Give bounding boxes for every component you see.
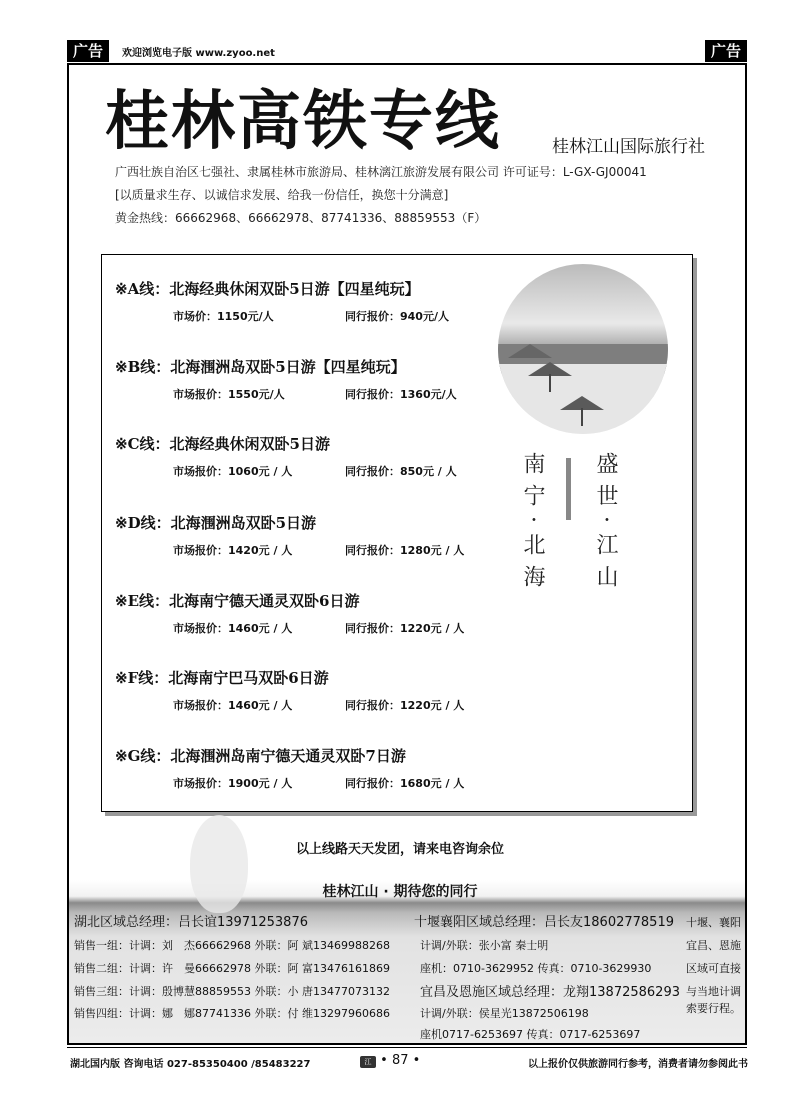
ad-tag-left: 广告 xyxy=(67,40,109,62)
market-price: 市场报价：1060元 / 人 xyxy=(173,465,293,478)
yichang-phone: 座机0717-6253697 传真：0717-6253697 xyxy=(420,1028,641,1041)
peer-price: 同行报价：1220元 / 人 xyxy=(345,699,465,712)
shiyan-manager: 十堰襄阳区域总经理：吕长友18602778519 xyxy=(414,915,674,930)
umbrella-pole xyxy=(549,374,551,392)
route-prices xyxy=(173,697,465,713)
route-title: ※C线：北海经典休闲双卧5日游 xyxy=(115,435,330,453)
page-title: 桂林高铁专线 xyxy=(105,85,501,159)
umbrella-pole xyxy=(581,408,583,426)
yichang-staff: 计调/外联：侯星光13872506198 xyxy=(420,1007,589,1020)
route-prices xyxy=(173,386,457,402)
ad-tag-right: 广告 xyxy=(705,40,747,62)
route-title: ※B线：北海涠洲岛双卧5日游【四星纯玩】 xyxy=(115,358,406,376)
motto: [以质量求生存、以诚信求发展、给我一份信任，换您十分满意] xyxy=(115,188,449,202)
org-line: 广西壮族自治区七强社、隶属桂林市旅游局、桂林漓江旅游发展有限公司 许可证号：L-GX-GJ00041 xyxy=(115,165,647,179)
shiyan-phone: 座机：0710-3629952 传真：0710-3629930 xyxy=(420,962,652,975)
footer-disclaimer: 以上报价仅供旅游同行参考，消费者请勿参阅此书 xyxy=(528,1059,748,1070)
page-number-text: • 87 • xyxy=(380,1053,421,1068)
yichang-manager: 宜昌及恩施区域总经理：龙翔13872586293 xyxy=(420,985,680,1000)
route-title: ※F线：北海南宁巴马双卧6日游 xyxy=(115,669,329,687)
route-prices xyxy=(173,775,465,791)
market-price: 市场报价：1460元 / 人 xyxy=(173,699,293,712)
route-prices xyxy=(173,542,465,558)
peer-price: 同行报价：1680元 / 人 xyxy=(345,777,465,790)
welcome-text: 欢迎浏览电子版 www.zyoo.net xyxy=(122,48,275,59)
sales-group-3: 销售三组：计调：殷博慧88859553 外联：小 唐13477073132 xyxy=(74,985,390,998)
route-f xyxy=(115,667,465,712)
route-g xyxy=(115,745,465,790)
route-prices xyxy=(173,463,457,479)
market-price: 市场报价：1420元 / 人 xyxy=(173,544,293,557)
page-number xyxy=(360,1053,420,1068)
market-price: 市场价：1150元/人 xyxy=(173,310,274,323)
route-c xyxy=(115,433,457,478)
route-prices xyxy=(173,308,449,324)
footer-edition: 湖北国内版 咨询电话 027-85350400 /85483227 xyxy=(70,1059,311,1070)
route-prices xyxy=(173,620,465,636)
slogan: 桂林江山 · 期待您的同行 xyxy=(322,884,478,900)
side-note: 索要行程。 xyxy=(686,1002,741,1015)
route-title: ※G线：北海涠洲岛南宁德天通灵双卧7日游 xyxy=(115,747,406,765)
agency-name: 桂林江山国际旅行社 xyxy=(552,137,705,157)
route-b xyxy=(115,356,457,401)
brand-badge-icon: 江 xyxy=(360,1056,376,1068)
peer-price: 同行报价：850元 / 人 xyxy=(345,465,457,478)
sales-group-1: 销售一组：计调：刘 杰66662968 外联：阿 斌13469988268 xyxy=(74,939,390,952)
side-note: 与当地计调 xyxy=(686,985,741,998)
side-note: 区域可直接 xyxy=(686,962,741,975)
hubei-manager: 湖北区域总经理：吕长谊13971253876 xyxy=(74,915,308,930)
peer-price: 同行报价：1280元 / 人 xyxy=(345,544,465,557)
peer-price: 同行报价：1360元/人 xyxy=(345,388,457,401)
route-d xyxy=(115,512,465,557)
route-title: ※D线：北海涠洲岛双卧5日游 xyxy=(115,514,317,532)
beach-photo xyxy=(498,264,668,434)
route-title: ※E线：北海南宁德天通灵双卧6日游 xyxy=(115,592,360,610)
footer-rule xyxy=(67,1047,747,1048)
sales-group-2: 销售二组：计调：许 曼66662978 外联：阿 富13476161869 xyxy=(74,962,390,975)
peer-price: 同行报价：940元/人 xyxy=(345,310,449,323)
umbrella-shape xyxy=(508,344,552,358)
market-price: 市场报价：1460元 / 人 xyxy=(173,622,293,635)
peer-price: 同行报价：1220元 / 人 xyxy=(345,622,465,635)
route-e xyxy=(115,590,465,635)
route-title: ※A线：北海经典休闲双卧5日游【四星纯玩】 xyxy=(115,280,420,298)
calligraphy-left: 南宁·北海 xyxy=(520,452,545,597)
market-price: 市场报价：1550元/人 xyxy=(173,388,285,401)
hotline: 黄金热线：66662968、66662978、87741336、88859553（F） xyxy=(115,211,487,225)
side-note: 十堰、襄阳 xyxy=(686,916,741,929)
market-price: 市场报价：1900元 / 人 xyxy=(173,777,293,790)
side-note: 宜昌、恩施 xyxy=(686,939,741,952)
calligraphy-divider xyxy=(566,458,571,520)
sales-group-4: 销售四组：计调：娜 娜87741336 外联：付 维13297960686 xyxy=(74,1007,390,1020)
route-a xyxy=(115,278,449,323)
departure-notice: 以上线路天天发团，请来电咨询余位 xyxy=(295,842,504,857)
shiyan-staff: 计调/外联：张小富 秦士明 xyxy=(420,939,549,952)
calligraphy-right: 盛世·江山 xyxy=(593,452,618,597)
